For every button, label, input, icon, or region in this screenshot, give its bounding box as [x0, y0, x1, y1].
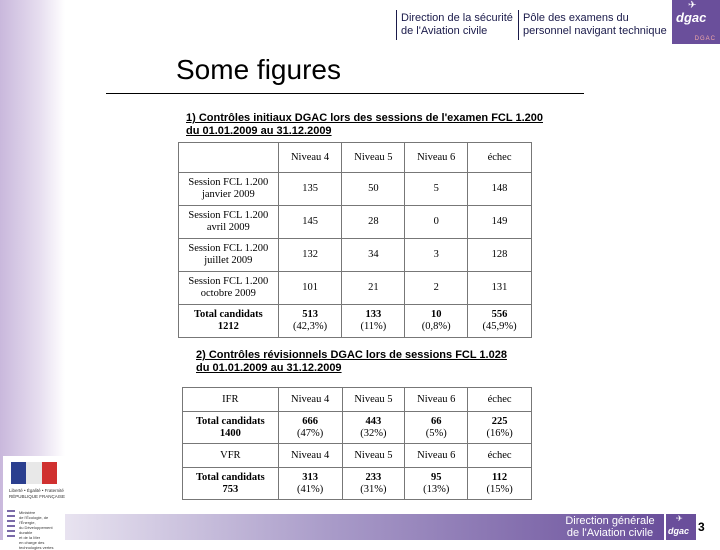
- total-label: Total candidats 1212: [179, 305, 279, 338]
- table-cell: 233 (31%): [342, 468, 405, 500]
- table-cell: 145: [278, 206, 342, 239]
- header-org-dsac-line1: Direction de la sécurité: [401, 12, 513, 24]
- marianne-flag-icon: [11, 462, 57, 484]
- table-header-niveau6: Niveau 6: [405, 143, 468, 173]
- plane-icon: ✈: [688, 0, 697, 11]
- table-header-niveau5: Niveau 5: [342, 388, 405, 412]
- table-cell: 556 (45,9%): [468, 305, 532, 338]
- table-row: [179, 272, 532, 305]
- table-cell: 5: [405, 173, 468, 206]
- table-cell: 313 (41%): [278, 468, 342, 500]
- republique-francaise-logo: [3, 456, 66, 550]
- table-total-row: [179, 305, 532, 338]
- section2-heading-line2: du 01.01.2009 au 31.12.2009: [196, 362, 342, 374]
- table-header-empty: [179, 143, 279, 173]
- ministry-text: Ministère de l'Écologie, de l'Énergie, du Développement durable et de la Mer en charge des technologies vertes: [19, 510, 54, 550]
- footer-org-line1: Direction générale: [565, 515, 655, 527]
- table-header-niveau6: Niveau 6: [405, 388, 468, 412]
- table-cell: 128: [468, 239, 532, 272]
- table-header-niveau5: Niveau 5: [342, 444, 405, 468]
- table-cell: 28: [342, 206, 405, 239]
- table-header-echec: échec: [468, 444, 532, 468]
- dgac-logo: [672, 0, 720, 44]
- table-row: [179, 173, 532, 206]
- table-cell: 132: [278, 239, 342, 272]
- total-label: Total candidats 753: [183, 468, 279, 500]
- republique-text: Liberté • Égalité • Fraternité RÉPUBLIQUE FRANÇAISE: [9, 488, 66, 499]
- table-cell: 133 (11%): [342, 305, 405, 338]
- row-label: Session FCL 1.200 juillet 2009: [179, 239, 279, 272]
- table-cell: 148: [468, 173, 532, 206]
- table-header-echec: échec: [468, 143, 532, 173]
- header-org-pole-line2: personnel navigant technique: [523, 25, 667, 37]
- table-cell: 666 (47%): [278, 412, 342, 444]
- table-header-row: [183, 444, 532, 468]
- table-header-niveau4: Niveau 4: [278, 388, 342, 412]
- dgac-logo-word: dgac: [676, 10, 707, 25]
- row-label: Session FCL 1.200 avril 2009: [179, 206, 279, 239]
- table-total-row: [183, 412, 532, 444]
- table-revision-ifr: [182, 387, 532, 500]
- table-header-niveau5: Niveau 5: [342, 143, 405, 173]
- table-header-echec: échec: [468, 388, 532, 412]
- row-label: Session FCL 1.200 octobre 2009: [179, 272, 279, 305]
- table-cell: 34: [342, 239, 405, 272]
- table-cell: 95 (13%): [405, 468, 468, 500]
- section1-heading-line2: du 01.01.2009 au 31.12.2009: [186, 125, 332, 137]
- table-header-niveau4: Niveau 4: [278, 143, 342, 173]
- ministry-dots-icon: [7, 510, 15, 538]
- table-cell: 131: [468, 272, 532, 305]
- table-cell: 2: [405, 272, 468, 305]
- table-header-ifr: IFR: [183, 388, 279, 412]
- header-org-pole: [523, 12, 667, 38]
- header-separator: [518, 10, 519, 40]
- table-total-row: [183, 468, 532, 500]
- table-cell: 50: [342, 173, 405, 206]
- table-initial-controls: [178, 142, 532, 338]
- header-org-dsac-line2: de l'Aviation civile: [401, 25, 488, 37]
- row-label: Session FCL 1.200 janvier 2009: [179, 173, 279, 206]
- table-cell: 225 (16%): [468, 412, 532, 444]
- section2-heading: [196, 349, 507, 375]
- table-cell: 0: [405, 206, 468, 239]
- table-cell: 21: [342, 272, 405, 305]
- table-cell: 66 (5%): [405, 412, 468, 444]
- table-header-niveau6: Niveau 6: [405, 444, 468, 468]
- table-cell: 513 (42,3%): [278, 305, 342, 338]
- table-header-niveau4: Niveau 4: [278, 444, 342, 468]
- footer-dgac-logo: [666, 514, 696, 540]
- header-separator: [396, 10, 397, 40]
- title-divider: [106, 93, 584, 94]
- header-org-dsac: [401, 12, 513, 38]
- table-cell: 101: [278, 272, 342, 305]
- table-header-row: [183, 388, 532, 412]
- header-org-pole-line1: Pôle des examens du: [523, 12, 629, 24]
- table-cell: 149: [468, 206, 532, 239]
- footer-dgac-logo-word: dgac: [668, 526, 690, 536]
- section2-heading-line1: 2) Contrôles révisionnels DGAC lors de sessions FCL 1.028: [196, 349, 507, 361]
- total-label: Total candidats 1400: [183, 412, 279, 444]
- section1-heading: [186, 112, 543, 138]
- table-cell: 3: [405, 239, 468, 272]
- table-header-row: [179, 143, 532, 173]
- page-title: Some figures: [176, 54, 341, 85]
- table-cell: 135: [278, 173, 342, 206]
- table-header-vfr: VFR: [183, 444, 279, 468]
- section1-heading-line1: 1) Contrôles initiaux DGAC lors des sessions de l'examen FCL 1.200: [186, 112, 543, 124]
- page-number: 3: [698, 520, 705, 534]
- table-cell: 443 (32%): [342, 412, 405, 444]
- dgac-logo-sub: DGAC: [694, 36, 716, 42]
- table-row: [179, 206, 532, 239]
- footer-org: [556, 515, 664, 539]
- table-cell: 10 (0,8%): [405, 305, 468, 338]
- footer-org-line2: de l'Aviation civile: [566, 527, 654, 539]
- table-cell: 112 (15%): [468, 468, 532, 500]
- plane-icon: ✈: [676, 514, 683, 523]
- table-row: [179, 239, 532, 272]
